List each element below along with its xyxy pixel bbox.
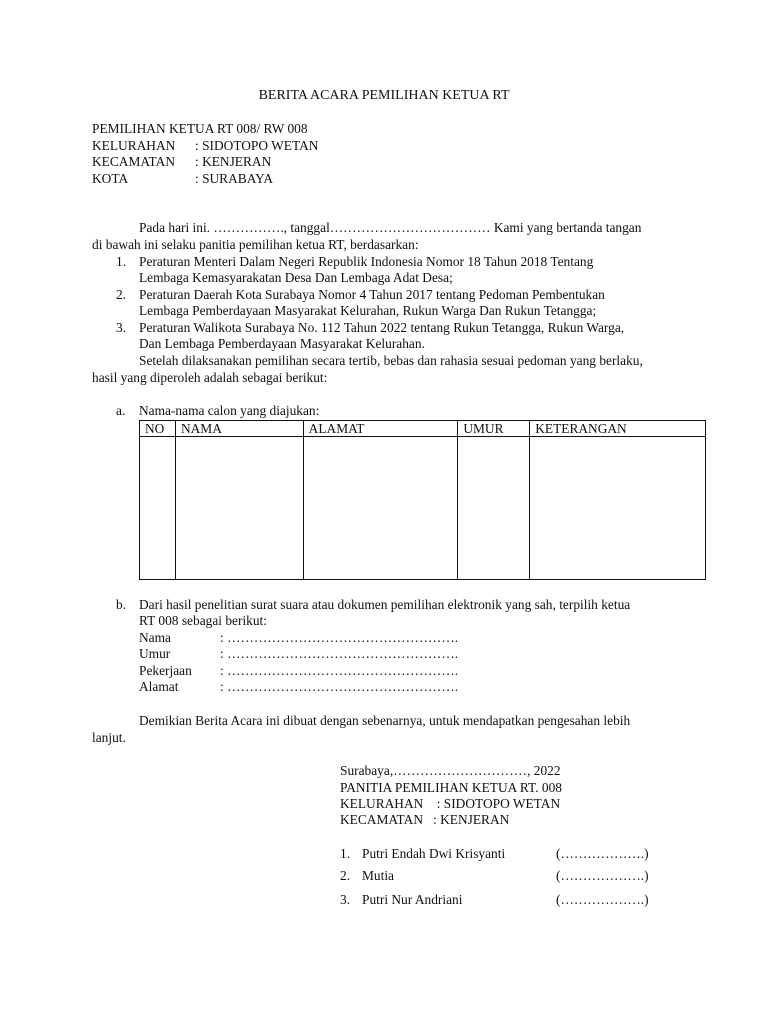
column-header-alamat: ALAMAT	[303, 421, 458, 437]
section-b-line-2: RT 008 sebagai berikut:	[139, 613, 267, 628]
member-signature-field[interactable]: (……………….)	[556, 892, 649, 907]
column-header-umur: UMUR	[458, 421, 530, 437]
regulation-number: 1.	[116, 254, 127, 269]
field-label-alamat: Alamat	[139, 679, 179, 694]
field-label-nama: Nama	[139, 630, 171, 645]
table-cell-keterangan[interactable]	[530, 437, 706, 580]
header-value-kelurahan: : SIDOTOPO WETAN	[195, 138, 319, 153]
member-number: 1.	[340, 846, 351, 861]
result-intro-line-1: Setelah dilaksanakan pemilihan secara tertib, bebas dan rahasia sesuai pedoman yang berlaku,	[139, 353, 643, 368]
table-cell-nama[interactable]	[175, 437, 303, 580]
closing-line-2: lanjut.	[92, 730, 126, 745]
candidate-table	[139, 420, 706, 580]
column-header-no: NO	[140, 421, 176, 437]
signature-kelurahan: KELURAHAN : SIDOTOPO WETAN	[340, 796, 561, 811]
section-b-marker: b.	[116, 597, 127, 612]
signature-place-date: Surabaya,…………………………, 2022	[340, 763, 561, 778]
regulation-2-line-2: Lembaga Pemberdayaan Masyarakat Kelurahan, Rukun Warga Dan Rukun Tetangga;	[139, 303, 597, 318]
section-a-marker: a.	[116, 403, 126, 418]
member-signature-field[interactable]: (……………….)	[556, 868, 649, 883]
regulation-1-line-1: Peraturan Menteri Dalam Negeri Republik Indonesia Nomor 18 Tahun 2018 Tentang	[139, 254, 594, 269]
field-value-nama[interactable]: : …………………………………………….	[220, 630, 459, 645]
field-value-umur[interactable]: : …………………………………………….	[220, 646, 459, 661]
column-header-nama: NAMA	[175, 421, 303, 437]
regulation-3-line-1: Peraturan Walikota Surabaya No. 112 Tahun 2022 tentang Rukun Tetangga, Rukun Warga,	[139, 320, 625, 335]
header-label-kecamatan: KECAMATAN	[92, 154, 175, 169]
regulation-2-line-1: Peraturan Daerah Kota Surabaya Nomor 4 Tahun 2017 tentang Pedoman Pembentukan	[139, 287, 605, 302]
table-header-row	[140, 421, 706, 437]
header-value-kota: : SURABAYA	[195, 171, 274, 186]
signature-committee: PANITIA PEMILIHAN KETUA RT. 008	[340, 780, 562, 795]
table-cell-alamat[interactable]	[303, 437, 458, 580]
table-cell-umur[interactable]	[458, 437, 530, 580]
member-number: 3.	[340, 892, 351, 907]
signature-kecamatan: KECAMATAN : KENJERAN	[340, 812, 510, 827]
header-line-election: PEMILIHAN KETUA RT 008/ RW 008	[92, 121, 308, 136]
field-label-umur: Umur	[139, 646, 171, 661]
member-name: Putri Nur Andriani	[362, 892, 463, 907]
section-b-line-1: Dari hasil penelitian surat suara atau dokumen pemilihan elektronik yang sah, terpilih ketua	[139, 597, 631, 612]
result-intro-line-2: hasil yang diperoleh adalah sebagai berikut:	[92, 370, 328, 385]
member-name: Putri Endah Dwi Krisyanti	[362, 846, 506, 861]
member-name: Mutia	[362, 868, 394, 883]
regulation-3-line-2: Dan Lembaga Pemberdayaan Masyarakat Kelurahan.	[139, 336, 425, 351]
section-a-text: Nama-nama calon yang diajukan:	[139, 403, 320, 418]
table-row	[140, 437, 706, 580]
regulation-1-line-2: Lembaga Kemasyarakatan Desa Dan Lembaga Adat Desa;	[139, 270, 453, 285]
field-label-pekerjaan: Pekerjaan	[139, 663, 192, 678]
field-value-pekerjaan[interactable]: : …………………………………………….	[220, 663, 459, 678]
regulation-number: 3.	[116, 320, 127, 335]
member-number: 2.	[340, 868, 351, 883]
member-signature-field[interactable]: (……………….)	[556, 846, 649, 861]
header-label-kota: KOTA	[92, 171, 129, 186]
intro-line-2: di bawah ini selaku panitia pemilihan ketua RT, berdasarkan:	[92, 237, 419, 252]
table-cell-no[interactable]	[140, 437, 176, 580]
field-value-alamat[interactable]: : …………………………………………….	[220, 679, 459, 694]
regulation-number: 2.	[116, 287, 127, 302]
closing-line-1: Demikian Berita Acara ini dibuat dengan sebenarnya, untuk mendapatkan pengesahan lebih	[139, 713, 631, 728]
header-label-kelurahan: KELURAHAN	[92, 138, 176, 153]
column-header-keterangan: KETERANGAN	[530, 421, 706, 437]
header-value-kecamatan: : KENJERAN	[195, 154, 272, 169]
intro-line-1: Pada hari ini. ……………., tanggal……………………………… Kami yang bertanda tangan	[139, 220, 642, 235]
document-title: BERITA ACARA PEMILIHAN KETUA RT	[258, 88, 510, 103]
